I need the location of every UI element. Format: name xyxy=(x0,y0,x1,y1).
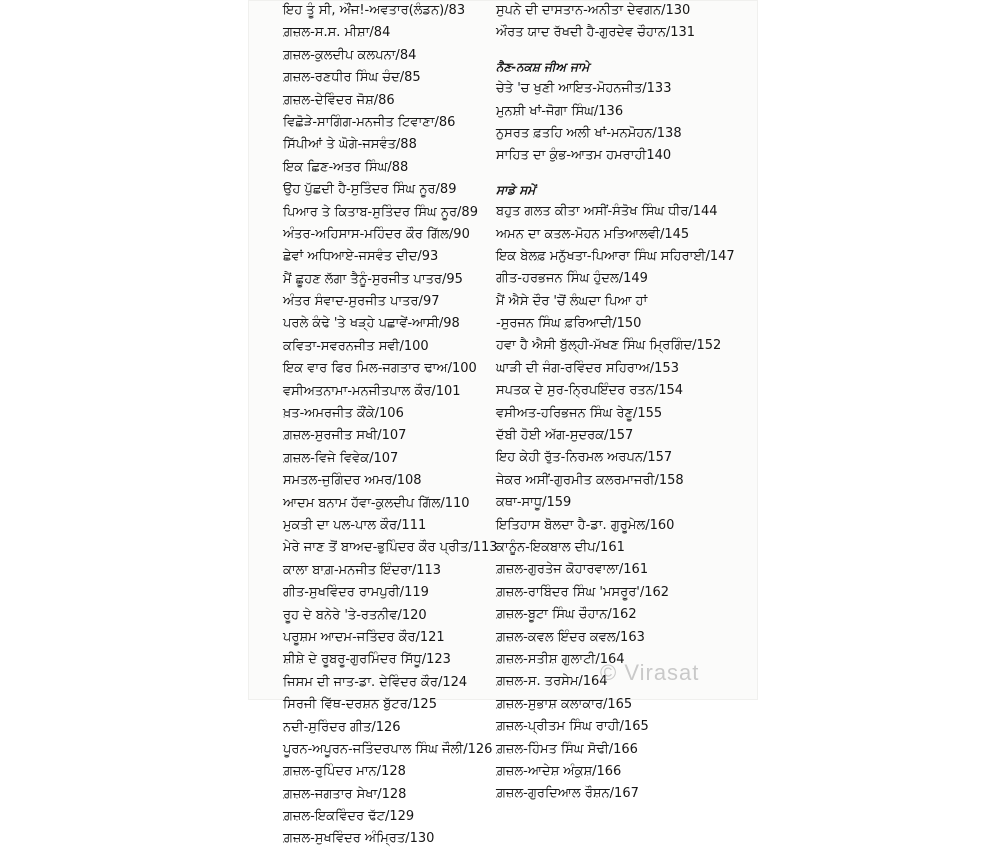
toc-entry: ਗ਼ਜ਼ਲ-ਦੇਵਿੰਦਰ ਜੋਸ਼/86 xyxy=(283,92,395,108)
toc-entry: ਪੂਰਨ-ਅਪੂਰਨ-ਜਤਿੰਦਰਪਾਲ ਸਿੰਘ ਜੌਲੀ/126 xyxy=(283,741,493,757)
toc-entry: ਚੇਤੇ 'ਚ ਖੁਣੀ ਆਇਤ-ਮੋਹਨਜੀਤ/133 xyxy=(496,81,672,97)
toc-entry: ਸਮਤਲ-ਜੁਗਿੰਦਰ ਅਮਰ/108 xyxy=(283,473,422,489)
toc-entry: ਗ਼ਜ਼ਲ-ਵਿਜੇ ਵਿਵੇਕ/107 xyxy=(283,450,399,466)
toc-entry: ਗ਼ਜ਼ਲ-ਸੁਭਾਸ਼ ਕਲਾਕਾਰ/165 xyxy=(496,696,633,712)
section-heading: ਨੈਣ-ਨਕਸ਼ ਜੀਅ ਜਾਮੇ xyxy=(496,59,590,74)
toc-entry: ਸਿੱਪੀਆਂ ਤੇ ਘੋਗੇ-ਜਸਵੰਤ/88 xyxy=(283,137,417,153)
toc-entry: ਜੇਕਰ ਅਸੀਂ-ਗੁਰਮੀਤ ਕਲਰਮਾਜਰੀ/158 xyxy=(496,472,684,488)
toc-entry: ਅਮਨ ਦਾ ਕਤਲ-ਮੋਹਨ ਮਤਿਆਲਵੀ/145 xyxy=(496,226,690,242)
toc-entry: ਖ਼ਤ-ਅਮਰਜੀਤ ਕੌਂਕੇ/106 xyxy=(283,406,404,422)
toc-entry: ਇਹ ਕੇਹੀ ਰੁੱਤ-ਨਿਰਮਲ ਅਰਪਨ/157 xyxy=(496,450,673,466)
toc-entry: ਗ਼ਜ਼ਲ-ਗੁਰਤੇਜ ਕੋਹਾਰਵਾਲਾ/161 xyxy=(496,562,649,578)
toc-entry: ਮੁਕਤੀ ਦਾ ਪਲ-ਪਾਲ ਕੌਰ/111 xyxy=(283,517,427,533)
toc-entry: -ਸੁਰਜਨ ਸਿੰਘ ਫ਼ਰਿਆਦੀ/150 xyxy=(496,316,642,332)
toc-entry: ਗ਼ਜ਼ਲ-ਬੂਟਾ ਸਿੰਘ ਚੌਹਾਨ/162 xyxy=(496,607,637,623)
toc-entry: ਗ਼ਜ਼ਲ-ਸੁਰਜੀਤ ਸਖੀ/107 xyxy=(283,428,407,444)
toc-entry: ਦੱਬੀ ਹੋਈ ਅੱਗ-ਸੁਦਰਕ/157 xyxy=(496,428,634,444)
toc-entry: ਔਰਤ ਯਾਦ ਰੱਖਦੀ ਹੈ-ਗੁਰਦੇਵ ਚੌਹਾਨ/131 xyxy=(496,25,696,41)
toc-entry: ਅੰਤਰ-ਅਹਿਸਾਸ-ਮਹਿੰਦਰ ਕੌਰ ਗਿੱਲ/90 xyxy=(283,226,470,242)
toc-left-column xyxy=(283,0,498,851)
toc-entry: ਇਤਿਹਾਸ ਬੋਲਦਾ ਹੈ-ਡਾ. ਗੁਰੂਮੇਲ/160 xyxy=(496,517,675,533)
toc-entry: ਇਕ ਬੇਲਫ਼ ਮਨੁੱਖਤਾ-ਪਿਆਰਾ ਸਿੰਘ ਸਹਿਰਾਈ/147 xyxy=(496,248,735,264)
toc-entry: ਸਪਤਕ ਦੇ ਸੁਰ-ਨ੍ਰਿਪਇੰਦਰ ਰਤਨ/154 xyxy=(496,383,684,399)
toc-entry: ਪਰਲੇ ਕੰਢੇ 'ਤੇ ਖੜ੍ਹੇ ਪਛਾਵੇਂ-ਆਸੀ/98 xyxy=(283,316,460,332)
toc-entry: ਰੂਹ ਦੇ ਬਨੇਰੇ 'ਤੇ-ਰਤਨੀਵ/120 xyxy=(283,607,427,623)
toc-entry: ਨਦੀ-ਸੁਰਿੰਦਰ ਗੀਤ/126 xyxy=(283,719,401,735)
toc-entry: ਵਸੀਅਤ-ਹਰਿਭਜਨ ਸਿੰਘ ਰੇਣੂ/155 xyxy=(496,405,663,421)
toc-entry: ਬਹੁਤ ਗਲਤ ਕੀਤਾ ਅਸੀਂ-ਸੰਤੋਖ ਸਿੰਘ ਧੀਰ/144 xyxy=(496,204,718,220)
toc-entry: ਗ਼ਜ਼ਲ-ਸਤੀਸ਼ ਗੁਲਾਟੀ/164 xyxy=(496,651,625,667)
toc-entry: ਆਦਮ ਬਨਾਮ ਹੱਵਾ-ਕੁਲਦੀਪ ਗਿੱਲ/110 xyxy=(283,495,470,511)
toc-entry: ਗ਼ਜ਼ਲ-ਸ.ਸ. ਮੀਸ਼ਾ/84 xyxy=(283,25,391,41)
toc-entry: ਸ਼ੀਸ਼ੇ ਦੇ ਰੂਬਰੂ-ਗੁਰਮਿੰਦਰ ਸਿੱਧੂ/123 xyxy=(283,652,451,668)
toc-entry: ਗ਼ਜ਼ਲ-ਜਗਤਾਰ ਸੇਖਾ/128 xyxy=(283,786,407,802)
toc-entry: ਪਿਆਰ ਤੇ ਕਿਤਾਬ-ਸੁਤਿੰਦਰ ਸਿੰਘ ਨੂਰ/89 xyxy=(283,204,478,220)
toc-entry: ਮੈਂ ਛੂਹਣ ਲੱਗਾ ਤੈਨੂੰ-ਸੁਰਜੀਤ ਪਾਤਰ/95 xyxy=(283,271,463,287)
toc-entry: ਗ਼ਜ਼ਲ-ਕੁਲਦੀਪ ਕਲਪਨਾ/84 xyxy=(283,47,417,63)
toc-entry: ਕਥਾ-ਸਾਧੂ/159 xyxy=(496,495,572,511)
toc-entry: ਸੁਪਨੇ ਦੀ ਦਾਸਤਾਨ-ਅਨੀਤਾ ਦੇਵਗਨ/130 xyxy=(496,3,691,18)
toc-entry: ਕਵਿਤਾ-ਸਵਰਨਜੀਤ ਸਵੀ/100 xyxy=(283,338,429,354)
toc-entry: ਵਸੀਅਤਨਾਮਾ-ਮਨਜੀਤਪਾਲ ਕੌਰ/101 xyxy=(283,383,461,399)
toc-entry: ਸਿਰਜੀ ਵਿੱਥ-ਦਰਸ਼ਨ ਬੁੱਟਰ/125 xyxy=(283,697,437,713)
toc-entry: ਇਕ ਵਾਰ ਫਿਰ ਮਿਲ-ਜਗਤਾਰ ਢਾਅ/100 xyxy=(283,361,477,377)
toc-entry: ਗ਼ਜ਼ਲ-ਹਿੰਮਤ ਸਿੰਘ ਸੋਢੀ/166 xyxy=(496,741,638,757)
section-heading: ਸਾਡੇ ਸਮੇਂ xyxy=(496,182,536,197)
toc-entry: ਅੰਤਰ ਸੰਵਾਦ-ਸੁਰਜੀਤ ਪਾਤਰ/97 xyxy=(283,294,440,310)
toc-entry: ਸਾਹਿਤ ਦਾ ਕੁੰਭ-ਆਤਮ ਹਮਰਾਹੀ140 xyxy=(496,148,672,164)
toc-entry: ਕਾਨੂੰਨ-ਇਕਬਾਲ ਦੀਪ/161 xyxy=(496,539,625,555)
toc-entry: ਜਿਸਮ ਦੀ ਜਾਤ-ਡਾ. ਦੇਵਿੰਦਰ ਕੌਰ/124 xyxy=(283,674,468,690)
toc-entry: ਨੁਸਰਤ ਫ਼ਤਹਿ ਅਲੀ ਖਾਂ-ਮਨਮੋਹਨ/138 xyxy=(496,125,682,141)
toc-entry: ਗ਼ਜ਼ਲ-ਪ੍ਰੀਤਮ ਸਿੰਘ ਰਾਹੀ/165 xyxy=(496,719,649,735)
watermark: © Virasat xyxy=(600,660,700,685)
toc-entry: ਪਰੂਸ਼ਮ ਆਦਮ-ਜਤਿੰਦਰ ਕੌਰ/121 xyxy=(283,629,445,645)
toc-entry: ਗੀਤ-ਹਰਭਜਨ ਸਿੰਘ ਹੁੰਦਲ/149 xyxy=(496,271,648,287)
toc-entry: ਘਾੜੀ ਦੀ ਜੰਗ-ਰਵਿੰਦਰ ਸਹਿਰਾਅ/153 xyxy=(496,360,679,376)
toc-entry: ਗ਼ਜ਼ਲ-ਸ. ਤਰਸੇਮ/164 xyxy=(496,674,608,690)
toc-entry: ਗ਼ਜ਼ਲ-ਰਣਧੀਰ ਸਿੰਘ ਚੰਦ/85 xyxy=(283,70,421,86)
toc-entry: ਮੁਨਸ਼ੀ ਖਾਂ-ਜੋਗਾ ਸਿੰਘ/136 xyxy=(496,103,624,119)
toc-entry: ਗ਼ਜ਼ਲ-ਇਕਵਿੰਦਰ ਢੱਟ/129 xyxy=(283,809,415,825)
toc-entry: ਉਹ ਪੁੱਛਦੀ ਹੈ-ਸੁਤਿੰਦਰ ਸਿੰਘ ਨੂਰ/89 xyxy=(283,182,457,198)
toc-entry: ਇਹ ਤੂੰ ਸੀ, ਔਂਜ!-ਅਵਤਾਰ(ਲੰਡਨ)/83 xyxy=(283,3,466,18)
toc-entry: ਛੇਵਾਂ ਅਧਿਆਏ-ਜਸਵੰਤ ਦੀਦ/93 xyxy=(283,249,439,265)
toc-entry: ਵਿਛੋੜੇ-ਸਾਗਿੰਗ-ਮਨਜੀਤ ਟਿਵਾਣਾ/86 xyxy=(283,114,456,130)
section-spacer xyxy=(496,45,735,56)
toc-entry: ਮੈਂ ਐਸੇ ਦੌਰ 'ਚੋਂ ਲੰਘਦਾ ਪਿਆ ਹਾਂ xyxy=(496,293,648,309)
toc-entry: ਗ਼ਜ਼ਲ-ਕਵਲ ਇੰਦਰ ਕਵਲ/163 xyxy=(496,629,645,645)
toc-entry: ਗ਼ਜ਼ਲ-ਰੁਪਿੰਦਰ ਮਾਨ/128 xyxy=(283,764,406,780)
toc-entry: ਗ਼ਜ਼ਲ-ਸੁਖਵਿੰਦਰ ਅੰਮ੍ਰਿਤ/130 xyxy=(283,831,435,847)
toc-entry: ਗ਼ਜ਼ਲ-ਰਾਬਿੰਦਰ ਸਿੰਘ 'ਮਸਰੂਰ'/162 xyxy=(496,584,670,600)
toc-entry: ਗ਼ਜ਼ਲ-ਗੁਰਦਿਆਲ ਰੌਸ਼ਨ/167 xyxy=(496,786,639,802)
toc-entry: ਗੀਤ-ਸੁਖਵਿੰਦਰ ਰਾਮਪੁਰੀ/119 xyxy=(283,585,429,601)
toc-entry: ਕਾਲਾ ਬਾਗ਼-ਮਨਜੀਤ ਇੰਦਰਾ/113 xyxy=(283,562,442,578)
section-spacer xyxy=(496,168,735,179)
toc-entry: ਇਕ ਛਿਣ-ਅਤਰ ਸਿੰਘ/88 xyxy=(283,159,409,175)
toc-entry: ਗ਼ਜ਼ਲ-ਆਦੇਸ਼ ਅੰਕੁਸ਼/166 xyxy=(496,763,622,779)
toc-entry: ਹਵਾ ਹੈ ਐਸੀ ਬੁੱਲ੍ਹੀ-ਮੱਖਣ ਸਿੰਘ ਮ੍ਰਿਗਿੰਦ/152 xyxy=(496,338,722,354)
toc-entry: ਮੇਰੇ ਜਾਣ ਤੋਂ ਬਾਅਦ-ਭੁਪਿੰਦਰ ਕੌਰ ਪ੍ਰੀਤ/113 xyxy=(283,540,498,556)
